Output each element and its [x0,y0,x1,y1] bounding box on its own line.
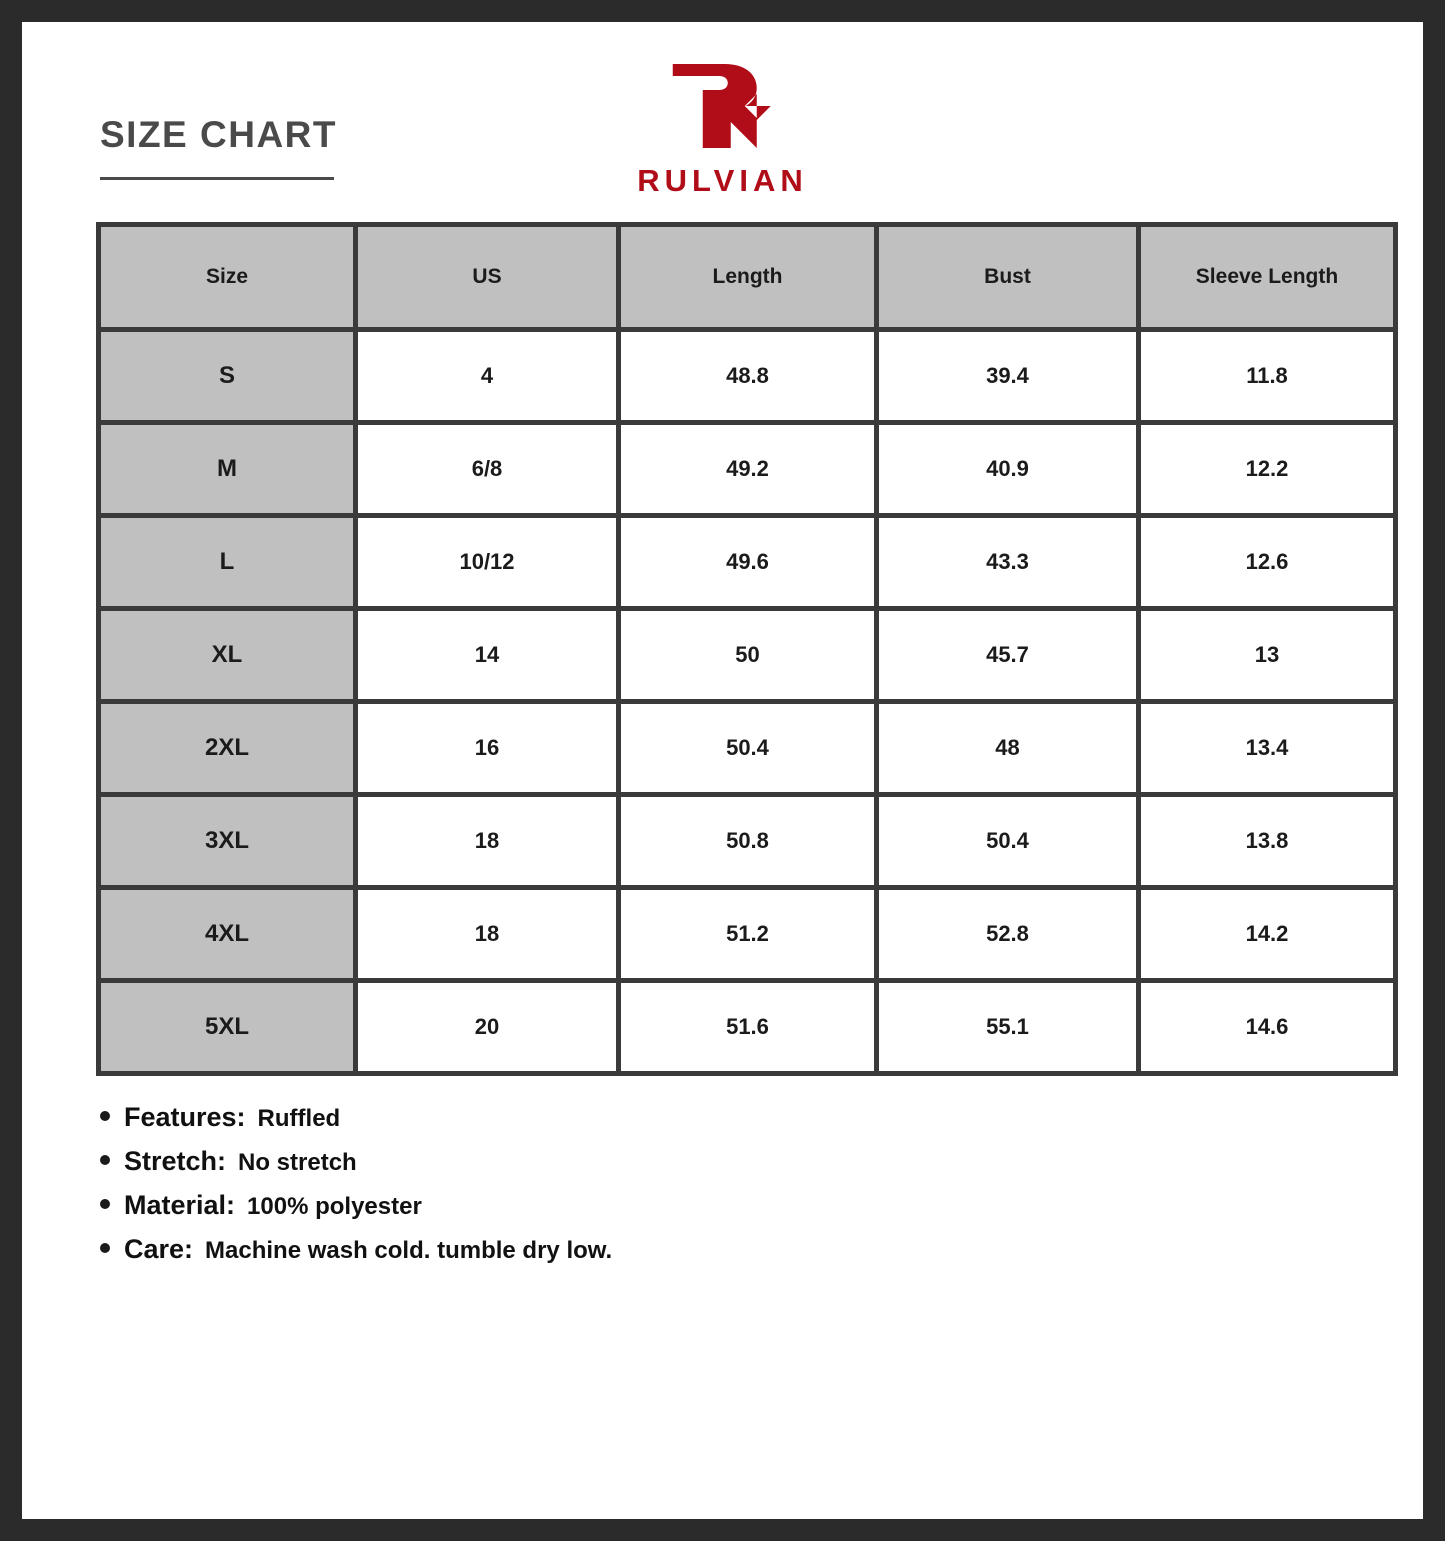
note-label: Stretch: [124,1146,227,1176]
size-chart-table [96,222,1398,1076]
cell-us: 18 [358,890,616,978]
cell-us: 20 [358,983,616,1071]
page-title: SIZE CHART [100,114,337,155]
cell-bust: 55.1 [879,983,1136,1071]
cell-size: 2XL [101,704,353,792]
bullet-icon [100,1155,110,1165]
cell-length: 49.6 [621,518,874,606]
cell-length: 50.4 [621,704,874,792]
note-value: Machine wash cold. tumble dry low. [205,1237,613,1264]
cell-size: 3XL [101,797,353,885]
cell-sleeve: 12.6 [1141,518,1393,606]
note-value: 100% polyester [247,1193,422,1220]
cell-size: XL [101,611,353,699]
cell-sleeve: 13 [1141,611,1393,699]
note-item-material [100,1190,1345,1221]
cell-size: L [101,518,353,606]
table-row [101,704,1393,792]
bullet-icon [100,1199,110,1209]
cell-length: 50 [621,611,874,699]
brand-name: RULVIAN [637,163,808,198]
column-header-us: US [358,227,616,327]
cell-sleeve: 13.4 [1141,704,1393,792]
brand-logo [637,60,807,199]
cell-sleeve: 14.6 [1141,983,1393,1071]
note-item-stretch [100,1146,1345,1177]
column-header-length: Length [621,227,874,327]
title-underline [100,177,334,180]
cell-length: 51.2 [621,890,874,978]
document-header [100,22,1345,222]
rulvian-r-logo-icon [637,60,807,157]
column-header-sleeve-length: Sleeve Length [1141,227,1393,327]
cell-size: 4XL [101,890,353,978]
cell-size: M [101,425,353,513]
cell-sleeve: 13.8 [1141,797,1393,885]
cell-bust: 43.3 [879,518,1136,606]
note-item-features [100,1102,1345,1133]
cell-bust: 52.8 [879,890,1136,978]
column-header-size: Size [101,227,353,327]
table-row [101,797,1393,885]
cell-length: 51.6 [621,983,874,1071]
note-label: Material: [124,1190,236,1220]
column-header-bust: Bust [879,227,1136,327]
cell-bust: 48 [879,704,1136,792]
cell-bust: 40.9 [879,425,1136,513]
cell-bust: 39.4 [879,332,1136,420]
cell-sleeve: 11.8 [1141,332,1393,420]
cell-length: 50.8 [621,797,874,885]
cell-us: 18 [358,797,616,885]
cell-sleeve: 14.2 [1141,890,1393,978]
cell-us: 16 [358,704,616,792]
table-row [101,983,1393,1071]
cell-size: S [101,332,353,420]
cell-bust: 50.4 [879,797,1136,885]
note-label: Features: [124,1102,246,1132]
size-chart-document [22,22,1423,1519]
table-row [101,425,1393,513]
title-block [100,114,337,180]
product-notes [100,1102,1345,1265]
cell-length: 49.2 [621,425,874,513]
table-header-row [101,227,1393,327]
note-item-care [100,1234,1345,1265]
cell-size: 5XL [101,983,353,1071]
table-row [101,332,1393,420]
note-value: Ruffled [257,1105,341,1132]
note-value: No stretch [238,1149,357,1176]
cell-length: 48.8 [621,332,874,420]
table-row [101,890,1393,978]
bullet-icon [100,1243,110,1253]
table-row [101,518,1393,606]
note-label: Care: [124,1234,194,1264]
table-row [101,611,1393,699]
cell-us: 14 [358,611,616,699]
cell-us: 10/12 [358,518,616,606]
cell-bust: 45.7 [879,611,1136,699]
bullet-icon [100,1111,110,1121]
cell-us: 6/8 [358,425,616,513]
cell-us: 4 [358,332,616,420]
cell-sleeve: 12.2 [1141,425,1393,513]
